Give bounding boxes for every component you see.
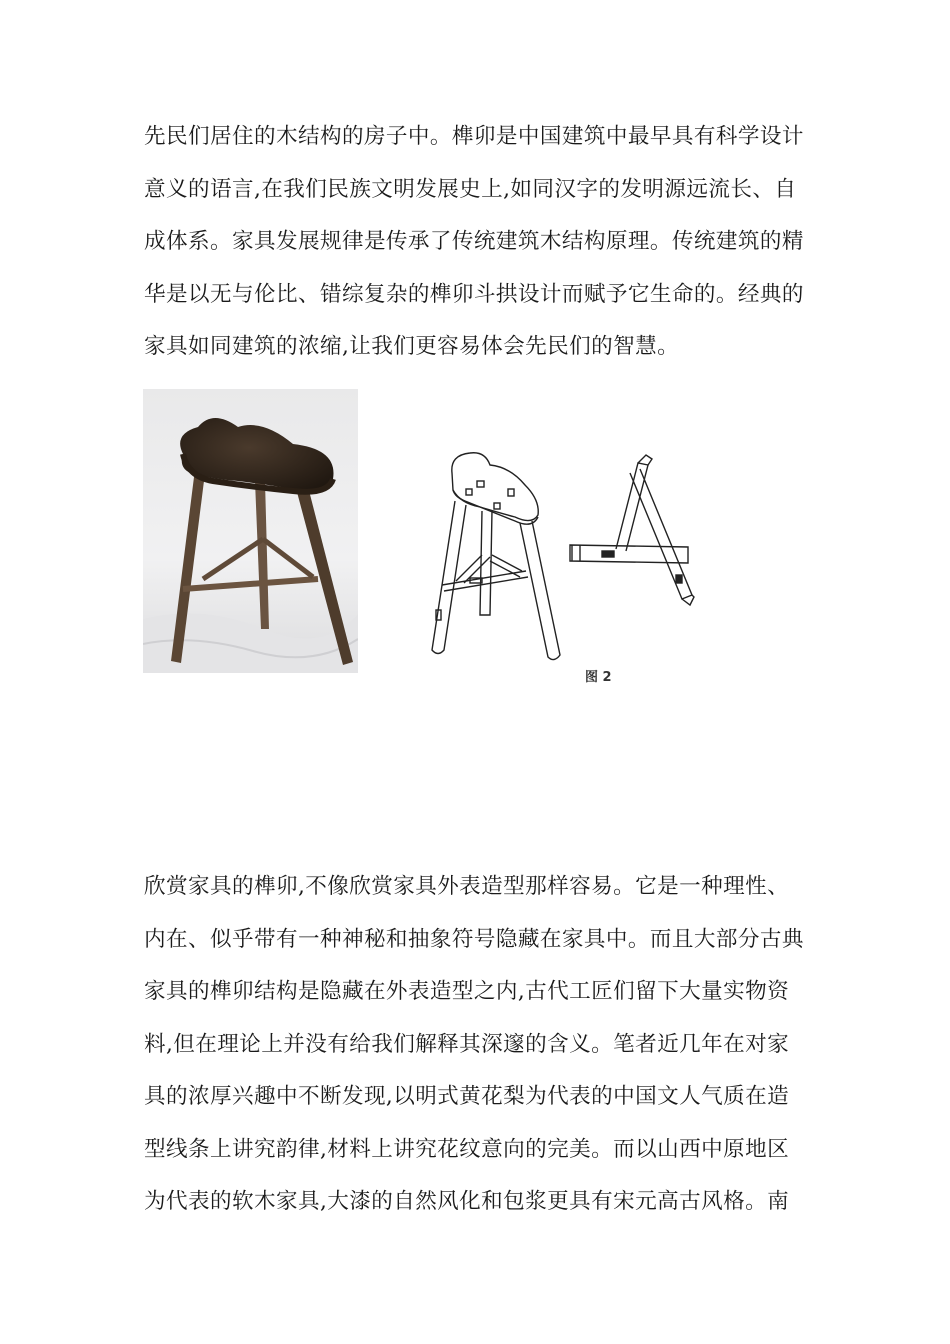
figure-caption: 图 2 — [585, 670, 612, 685]
text-line: 家具的榫卯结构是隐藏在外表造型之内,古代工匠们留下大量实物资 — [144, 979, 790, 1004]
joinery-drawing — [420, 445, 710, 690]
text-line: 为代表的软木家具,大漆的自然风化和包浆更具有宋元高古风格。南 — [144, 1189, 790, 1214]
text-line: 欣赏家具的榫卯,不像欣赏家具外表造型那样容易。它是一种理性、 — [144, 874, 790, 899]
text-line: 成体系。家具发展规律是传承了传统建筑木结构原理。传统建筑的精 — [144, 229, 804, 254]
text-line: 内在、似乎带有一种神秘和抽象符号隐藏在家具中。而且大部分古典 — [144, 926, 804, 952]
text-line: 华是以无与伦比、错综复杂的榫卯斗拱设计而赋予它生命的。经典的 — [144, 281, 804, 307]
text-line: 料,但在理论上并没有给我们解释其深邃的含义。笔者近几年在对家 — [144, 1031, 790, 1057]
text-line: 家具如同建筑的浓缩,让我们更容易体会先民们的智慧。 — [144, 334, 680, 359]
text-line: 先民们居住的木结构的房子中。榫卯是中国建筑中最早具有科学设计 — [144, 124, 804, 149]
stool-photo — [143, 389, 358, 673]
text-line: 意义的语言,在我们民族文明发展史上,如同汉字的发明源远流长、自 — [144, 176, 797, 202]
paragraph-2 — [144, 861, 808, 1229]
text-line: 具的浓厚兴趣中不断发现,以明式黄花梨为代表的中国文人气质在造 — [144, 1084, 790, 1109]
paragraph-1 — [144, 111, 808, 374]
text-line: 型线条上讲究韵律,材料上讲究花纹意向的完美。而以山西中原地区 — [144, 1136, 790, 1162]
